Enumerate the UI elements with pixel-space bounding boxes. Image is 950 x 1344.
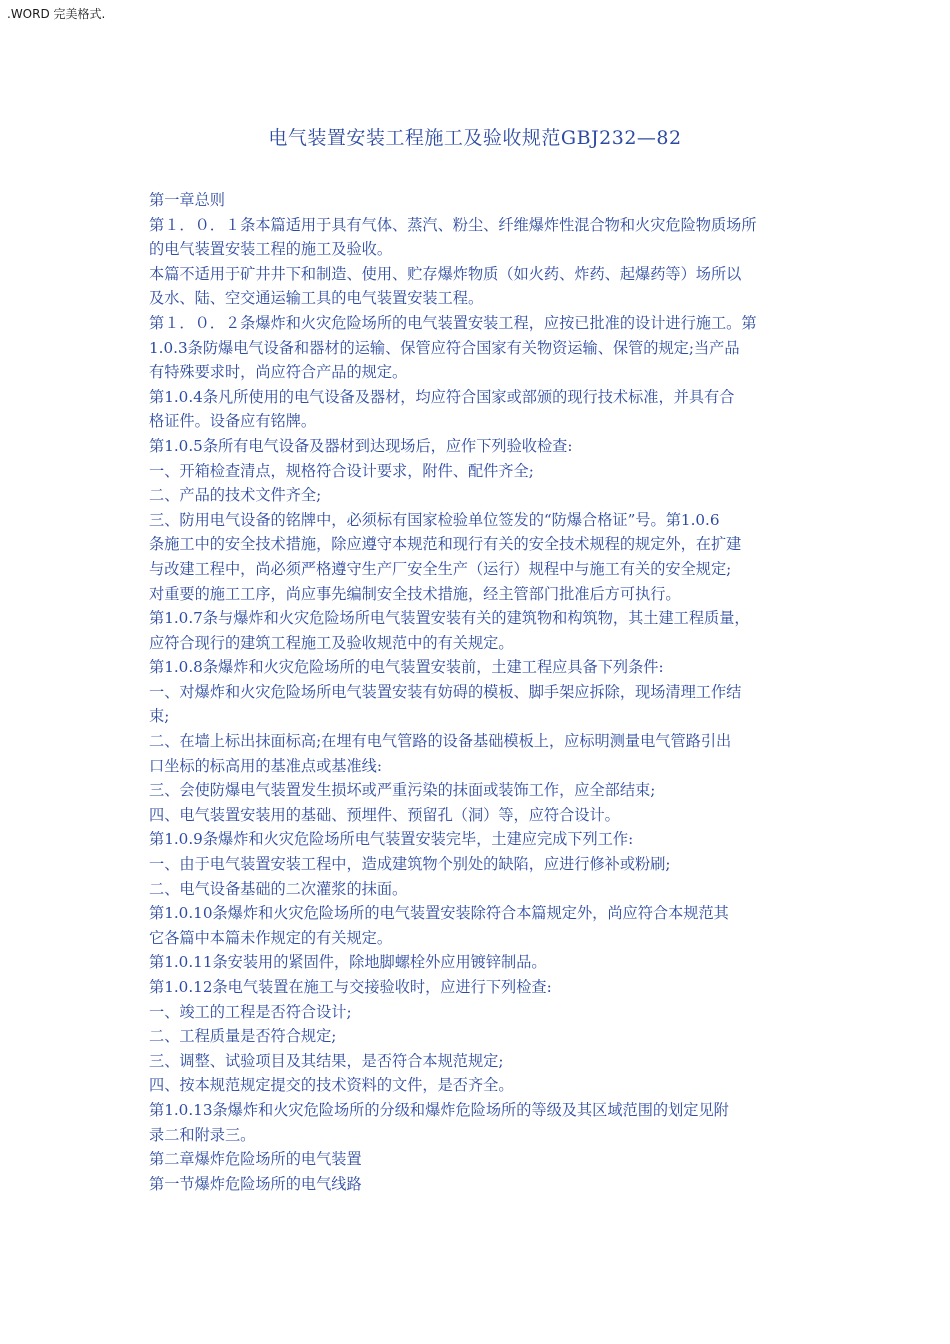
paragraph-line: 1.0.3条防爆电气设备和器材的运输、保管应符合国家有关物资运输、保管的规定;当产品 — [149, 338, 740, 357]
list-item: 二、产品的技术文件齐全; — [149, 486, 322, 505]
paragraph-line: 应符合现行的建筑工程施工及验收规范中的有关规定。 — [149, 633, 514, 652]
paragraph-line: 第1.0.7条与爆炸和火灾危险场所电气装置安装有关的建筑物和构筑物，其土建工程质量， — [149, 609, 750, 628]
paragraph-line: 第１．０．２条爆炸和火灾危险场所的电气装置安装工程，应按已批准的设计进行施工。第 — [149, 313, 757, 332]
paragraph-line: 第1.0.11条安装用的紧固件，除地脚螺栓外应用镀锌制品。 — [149, 953, 547, 972]
paragraph-line: 它各篇中本篇未作规定的有关规定。 — [149, 928, 392, 947]
paragraph-line: 第1.0.10条爆炸和火灾危险场所的电气装置安装除符合本篇规定外，尚应符合本规范其 — [149, 904, 729, 923]
list-item: 四、电气装置安装用的基础、预埋件、预留孔（洞）等，应符合设计。 — [149, 805, 620, 824]
list-item: 一、对爆炸和火灾危险场所电气装置安装有妨碍的模板、脚手架应拆除，现场清理工作结 — [149, 682, 742, 701]
paragraph-line: 第1.0.12条电气装置在施工与交接验收时，应进行下列检查: — [149, 978, 552, 996]
list-item: 口坐标的标高用的基准点或基准线: — [149, 756, 382, 775]
paragraph-line: 第1.0.4条凡所使用的电气设备及器材，均应符合国家或部颁的现行技术标准，并具有合 — [149, 387, 735, 406]
paragraph-line: 对重要的施工工序，尚应事先编制安全技术措施，经主管部门批准后方可执行。 — [149, 584, 681, 603]
paragraph-line: 的电气装置安装工程的施工及验收。 — [149, 240, 392, 259]
list-item: 束; — [149, 707, 170, 726]
list-item: 一、开箱检查清点，规格符合设计要求，附件、配件齐全; — [149, 461, 534, 480]
paragraph-line: 第1.0.9条爆炸和火灾危险场所电气装置安装完毕，土建应完成下列工作: — [149, 830, 634, 849]
paragraph-line: 有特殊要求时，尚应符合产品的规定。 — [149, 363, 408, 382]
document-body — [149, 188, 829, 1196]
paragraph-line: 条施工中的安全技术措施，除应遵守本规范和现行有关的安全技术规程的规定外，在扩建 — [149, 535, 742, 554]
paragraph-line: 录二和附录三。 — [149, 1125, 256, 1144]
paragraph-line: 与改建工程中，尚必须严格遵守生产厂安全生产（运行）规程中与施工有关的安全规定; — [149, 559, 732, 578]
list-item: 一、竣工的工程是否符合设计; — [149, 1002, 352, 1021]
list-item: 三、会使防爆电气装置发生损坏或严重污染的抹面或装饰工作，应全部结束; — [149, 781, 656, 800]
header-note: .WORD 完美格式. — [7, 7, 106, 21]
paragraph-line: 格证件。设备应有铭牌。 — [149, 412, 317, 431]
list-item: 三、防用电气设备的铭牌中，必须标有国家检验单位签发的“防爆合格证”号。第1.0.6 — [149, 510, 720, 529]
paragraph-line: 本篇不适用于矿井井下和制造、使用、贮存爆炸物质（如火药、炸药、起爆药等）场所以 — [149, 264, 742, 283]
paragraph-line: 第1.0.13条爆炸和火灾危险场所的分级和爆炸危险场所的等级及其区域范围的划定见附 — [149, 1100, 729, 1119]
paragraph-line: 第１．０．１条本篇适用于具有气体、蒸汽、粉尘、纤维爆炸性混合物和火灾危险物质场所 — [149, 215, 757, 234]
list-item: 三、调整、试验项目及其结果，是否符合本规范规定; — [149, 1051, 504, 1070]
list-item: 二、工程质量是否符合规定; — [149, 1027, 337, 1046]
chapter-heading: 第二章爆炸危险场所的电气装置 — [149, 1150, 362, 1169]
chapter-heading: 第一章总则 — [149, 191, 225, 209]
section-heading: 第一节爆炸危险场所的电气线路 — [149, 1174, 362, 1193]
list-item: 二、电气设备基础的二次灌浆的抹面。 — [149, 879, 408, 898]
list-item: 二、在墙上标出抹面标高;在埋有电气管路的设备基础模板上，应标明测量电气管路引出 — [149, 732, 732, 751]
paragraph-line: 第1.0.8条爆炸和火灾危险场所的电气装置安装前，土建工程应具备下列条件: — [149, 658, 664, 677]
paragraph-line: 及水、陆、空交通运输工具的电气装置安装工程。 — [149, 289, 484, 308]
paragraph-line: 第1.0.5条所有电气设备及器材到达现场后，应作下列验收检查: — [149, 436, 573, 455]
document-title: 电气装置安装工程施工及验收规范GBJ232—82 — [268, 127, 682, 149]
list-item: 一、由于电气装置安装工程中，造成建筑物个别处的缺陷，应进行修补或粉刷; — [149, 855, 671, 874]
list-item: 四、按本规范规定提交的技术资料的文件，是否齐全。 — [149, 1076, 514, 1095]
